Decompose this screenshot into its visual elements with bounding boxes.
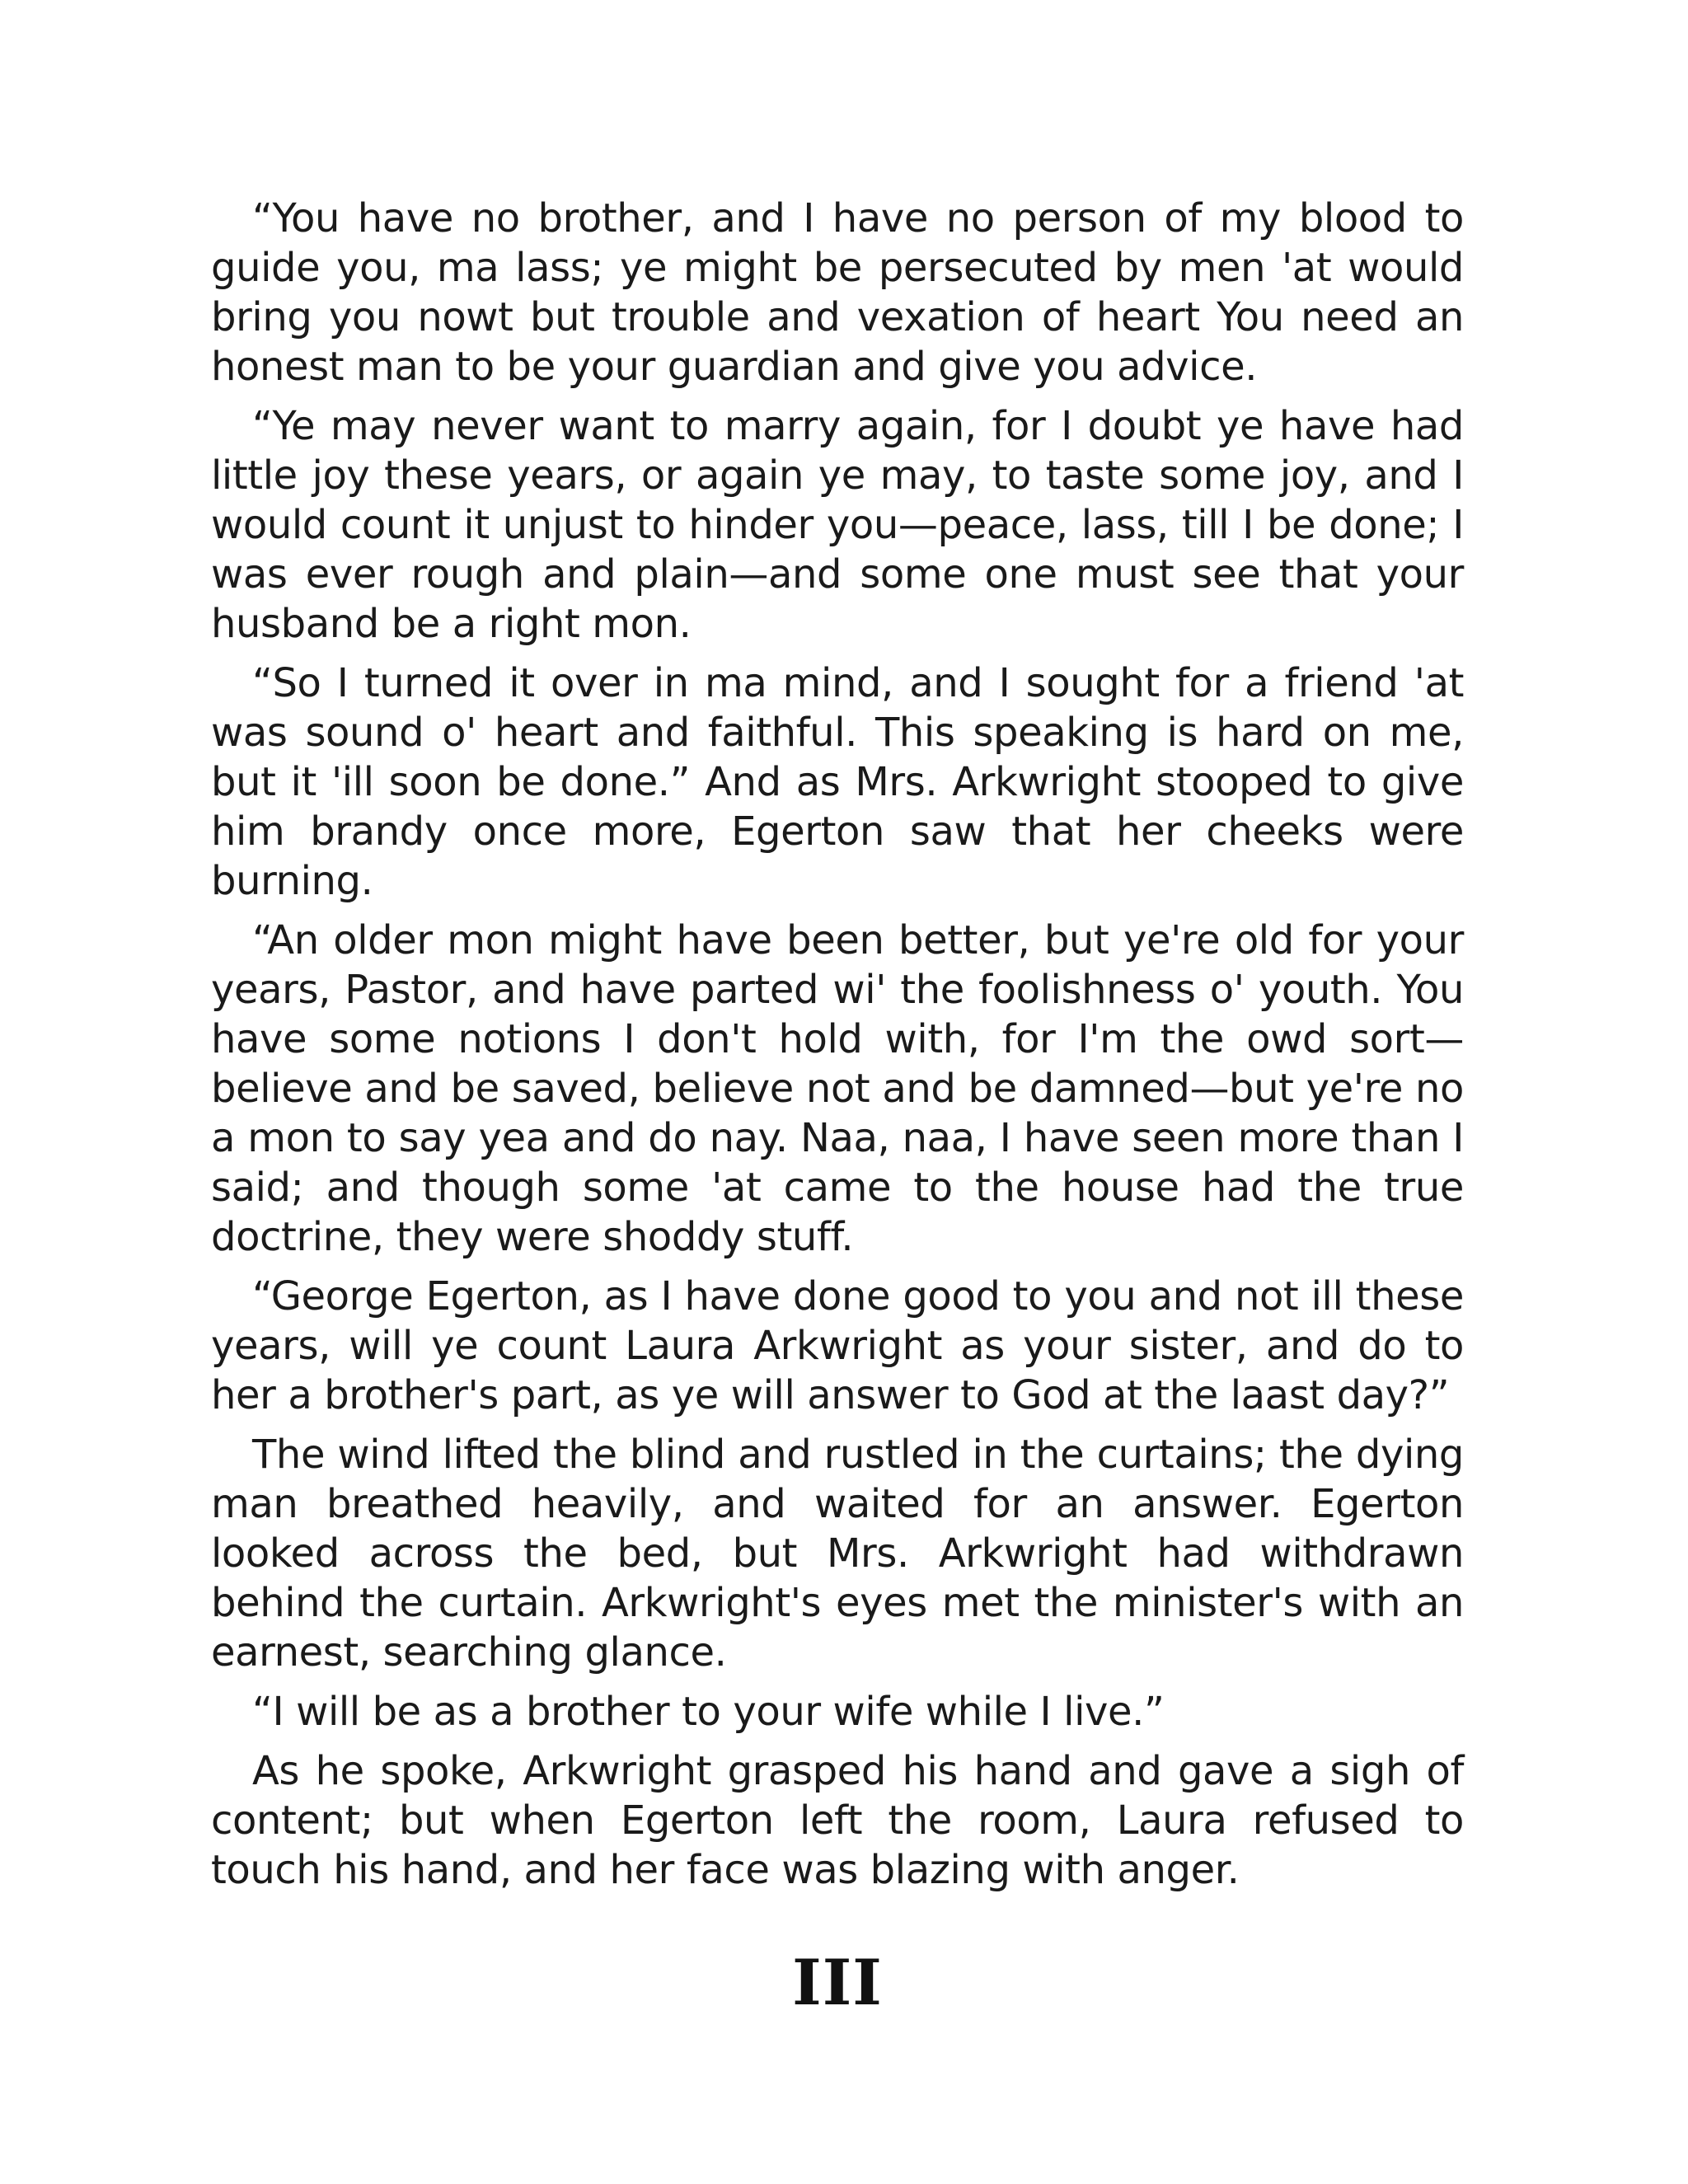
paragraph-6: The wind lifted the blind and rustled in the curtains; the dying man breathed heavily, and waited for an answer. Egerton looked across the bed, but Mrs. Arkwright had withdrawn behind the curtain. Arkwright's eyes met the minister's with an earnest, searching glance. [211,1432,1464,1675]
book-page [211,194,1464,2020]
paragraph-3: “So I turned it over in ma mind, and I sought for a friend 'at was sound o' heart and faithful. This speaking is hard on me, but it 'ill soon be done.” And as Mrs. Arkwright stooped to give him brandy once more, Egerton saw that her cheeks were burning. [211,660,1464,904]
paragraph-1: “You have no brother, and I have no person of my blood to guide you, ma lass; ye might be persecuted by men 'at would bring you nowt but trouble and vexation of heart You need an honest man to be your guardian and give you advice. [211,195,1464,390]
paragraph-2: “Ye may never want to marry again, for I doubt ye have had little joy these years, or again ye may, to taste some joy, and I would count it unjust to hinder you—peace, lass, till I be done; I was ever rough and plain—and some one must see that your husband be a right mon. [211,403,1464,647]
chapter-heading: III [792,1946,883,2019]
paragraph-4: “An older mon might have been better, but ye're old for your years, Pastor, and have parted wi' the foolishness o' youth. You have some notions I don't hold with, for I'm the owd sort—believe and be saved, believe not and be damned—but ye're no a mon to say yea and do nay. Naa, naa, I have seen more than I said; and though some 'at came to the house had the true doctrine, they were shoddy stuff. [211,917,1464,1260]
paragraph-5: “George Egerton, as I have done good to you and not ill these years, will ye count Laura Arkwright as your sister, and do to her a brother's part, as ye will answer to God at the laast day?” [211,1273,1464,1418]
paragraph-8: As he spoke, Arkwright grasped his hand and gave a sigh of content; but when Egerton left the room, Laura refused to touch his hand, and her face was blazing with anger. [211,1748,1464,1893]
paragraph-7: “I will be as a brother to your wife while I live.” [252,1689,1165,1735]
